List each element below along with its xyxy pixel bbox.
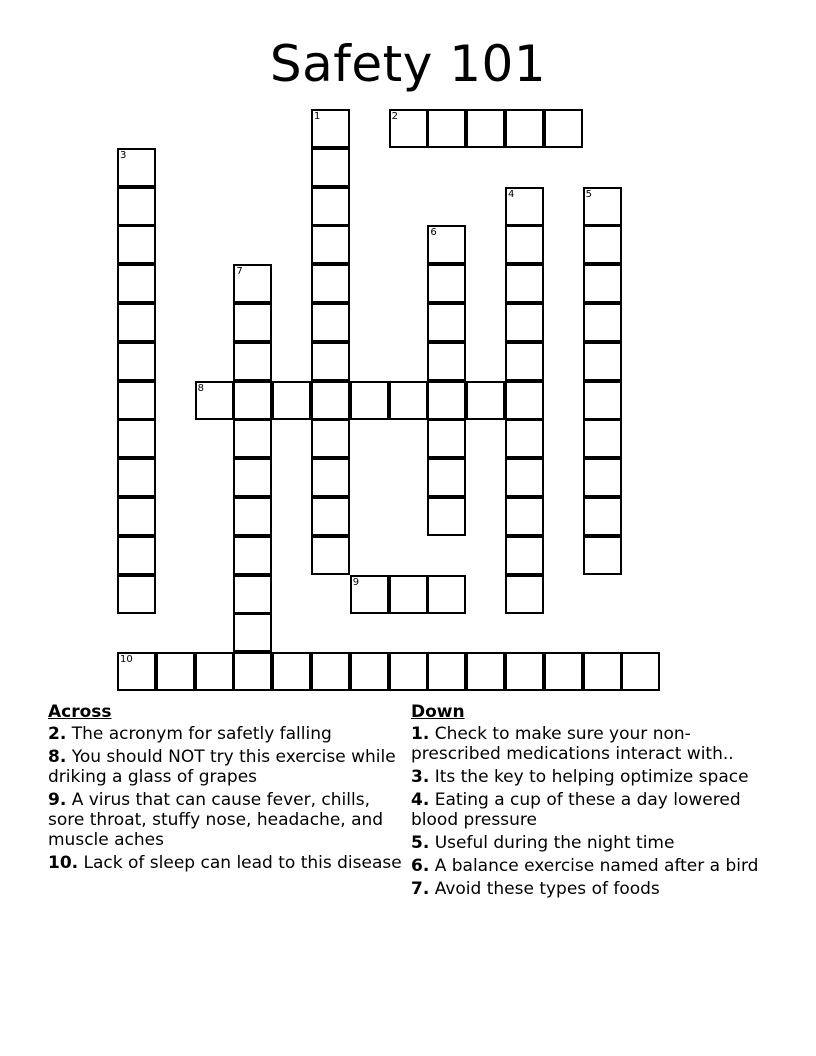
grid-cell[interactable] [389,381,428,420]
grid-cell[interactable] [583,264,622,303]
grid-cell[interactable] [117,225,156,264]
grid-cell[interactable] [583,303,622,342]
grid-cell[interactable] [505,381,544,420]
cell-number: 1 [314,111,321,122]
clue-number: 8. [48,747,67,767]
grid-cell[interactable] [505,303,544,342]
grid-cell[interactable] [311,419,350,458]
grid-cell[interactable] [233,652,272,691]
grid-cell[interactable] [505,342,544,381]
across-clues [48,702,406,876]
clue-text: A virus that can cause fever, chills, sore throat, stuffy nose, headache, and muscle aches [48,790,384,850]
grid-cell[interactable] [427,458,466,497]
grid-cell[interactable] [233,303,272,342]
grid-cell[interactable] [427,109,466,148]
grid-cell[interactable] [583,458,622,497]
grid-cell[interactable] [272,381,311,420]
grid-cell[interactable] [311,497,350,536]
cell-number: 5 [585,188,592,200]
clue-number: 1. [411,724,430,744]
cell-number: 8 [197,382,204,394]
grid-cell[interactable] [350,381,389,420]
clue-down-7 [411,879,771,899]
grid-cell[interactable] [427,575,466,614]
grid-cell[interactable] [350,652,389,691]
grid-cell[interactable] [389,652,428,691]
grid-cell[interactable] [583,652,622,691]
grid-cell[interactable] [427,303,466,342]
grid-cell[interactable] [544,109,583,148]
cell-number: 10 [120,654,133,666]
cell-number: 3 [120,149,127,161]
grid-cell[interactable] [117,497,156,536]
grid-cell[interactable] [311,381,350,420]
grid-cell[interactable] [505,536,544,575]
grid-cell[interactable] [117,264,156,303]
grid-cell[interactable] [233,458,272,497]
grid-cell[interactable] [466,109,505,148]
clue-number: 7. [411,879,430,899]
clue-down-1 [411,724,771,764]
grid-cell[interactable] [427,652,466,691]
clue-text: Eating a cup of these a day lowered blood pressure [411,790,741,830]
clue-down-4 [411,790,771,830]
grid-cell[interactable] [311,652,350,691]
grid-cell[interactable] [311,148,350,187]
grid-cell[interactable] [505,575,544,614]
across-heading: Across [48,702,112,722]
clue-text: Check to make sure your non-prescribed medications interact with.. [411,724,734,764]
grid-cell[interactable] [505,225,544,264]
grid-cell[interactable] [233,381,272,420]
grid-cell[interactable] [427,419,466,458]
grid-cell[interactable] [195,381,234,420]
clue-number: 9. [48,790,67,810]
grid-cell[interactable] [233,264,272,303]
grid-cell[interactable] [117,652,156,691]
grid-cell[interactable] [233,613,272,652]
clue-number: 5. [411,833,430,853]
grid-cell[interactable] [505,187,544,226]
cell-number: 4 [508,188,515,200]
clue-across-2 [48,724,406,744]
grid-cell[interactable] [117,381,156,420]
grid-cell[interactable] [466,652,505,691]
grid-cell[interactable] [505,264,544,303]
grid-cell[interactable] [466,381,505,420]
grid-cell[interactable] [311,303,350,342]
clue-text: Its the key to helping optimize space [429,767,749,787]
clue-number: 10. [48,853,79,873]
grid-cell[interactable] [117,458,156,497]
grid-cell[interactable] [311,225,350,264]
clue-across-9 [48,790,406,850]
grid-cell[interactable] [311,342,350,381]
clue-text: The acronym for safetly falling [66,724,332,744]
grid-cell[interactable] [117,303,156,342]
grid-cell[interactable] [117,536,156,575]
grid-cell[interactable] [117,187,156,226]
grid-cell[interactable] [505,419,544,458]
grid-cell[interactable] [311,187,350,226]
grid-cell[interactable] [117,575,156,614]
grid-cell[interactable] [583,225,622,264]
clue-across-10 [48,853,406,873]
grid-cell[interactable] [233,536,272,575]
grid-cell[interactable] [389,109,428,148]
clue-number: 4. [411,790,430,810]
grid-cell[interactable] [233,419,272,458]
grid-cell[interactable] [505,652,544,691]
grid-cell[interactable] [583,497,622,536]
grid-cell[interactable] [583,187,622,226]
clue-text: You should NOT try this exercise while driking a glass of grapes [48,747,396,787]
grid-cell[interactable] [195,652,234,691]
grid-cell[interactable] [583,419,622,458]
grid-cell[interactable] [233,575,272,614]
clue-number: 3. [411,767,430,787]
grid-cell[interactable] [311,458,350,497]
clue-text: Lack of sleep can lead to this disease [78,853,402,873]
grid-cell[interactable] [583,536,622,575]
grid-cell[interactable] [272,652,311,691]
puzzle-title: Safety 101 [269,35,547,93]
clue-text: Useful during the night time [429,833,675,853]
clue-number: 2. [48,724,67,744]
grid-cell[interactable] [156,652,195,691]
cell-number: 7 [236,266,243,278]
grid-cell[interactable] [505,109,544,148]
clue-down-6 [411,856,771,876]
grid-cell[interactable] [583,381,622,420]
cell-number: 6 [430,227,437,239]
down-clues [411,702,771,902]
grid-cell[interactable] [427,225,466,264]
grid-cell[interactable] [233,497,272,536]
down-heading: Down [411,702,465,722]
grid-cell[interactable] [389,575,428,614]
cell-number: 9 [352,576,360,588]
grid-cell[interactable] [311,109,350,148]
grid-cell[interactable] [583,342,622,381]
grid-cell[interactable] [544,652,583,691]
grid-cell[interactable] [233,342,272,381]
clue-across-8 [48,747,406,787]
grid-cell[interactable] [117,148,156,187]
cell-number: 2 [391,111,398,122]
grid-cell[interactable] [505,497,544,536]
grid-cell[interactable] [621,652,660,691]
clue-down-5 [411,833,771,853]
clue-text: Avoid these types of foods [429,879,660,899]
grid-cell[interactable] [505,458,544,497]
grid-cell[interactable] [427,497,466,536]
clue-text: A balance exercise named after a bird [429,856,759,876]
grid-cell[interactable] [117,342,156,381]
grid-cell[interactable] [311,264,350,303]
clue-number: 6. [411,856,430,876]
grid-cell[interactable] [350,575,389,614]
grid-cell[interactable] [427,381,466,420]
grid-cell[interactable] [427,264,466,303]
clue-down-3 [411,767,771,787]
grid-cell[interactable] [117,419,156,458]
grid-cell[interactable] [311,536,350,575]
grid-cell[interactable] [427,342,466,381]
